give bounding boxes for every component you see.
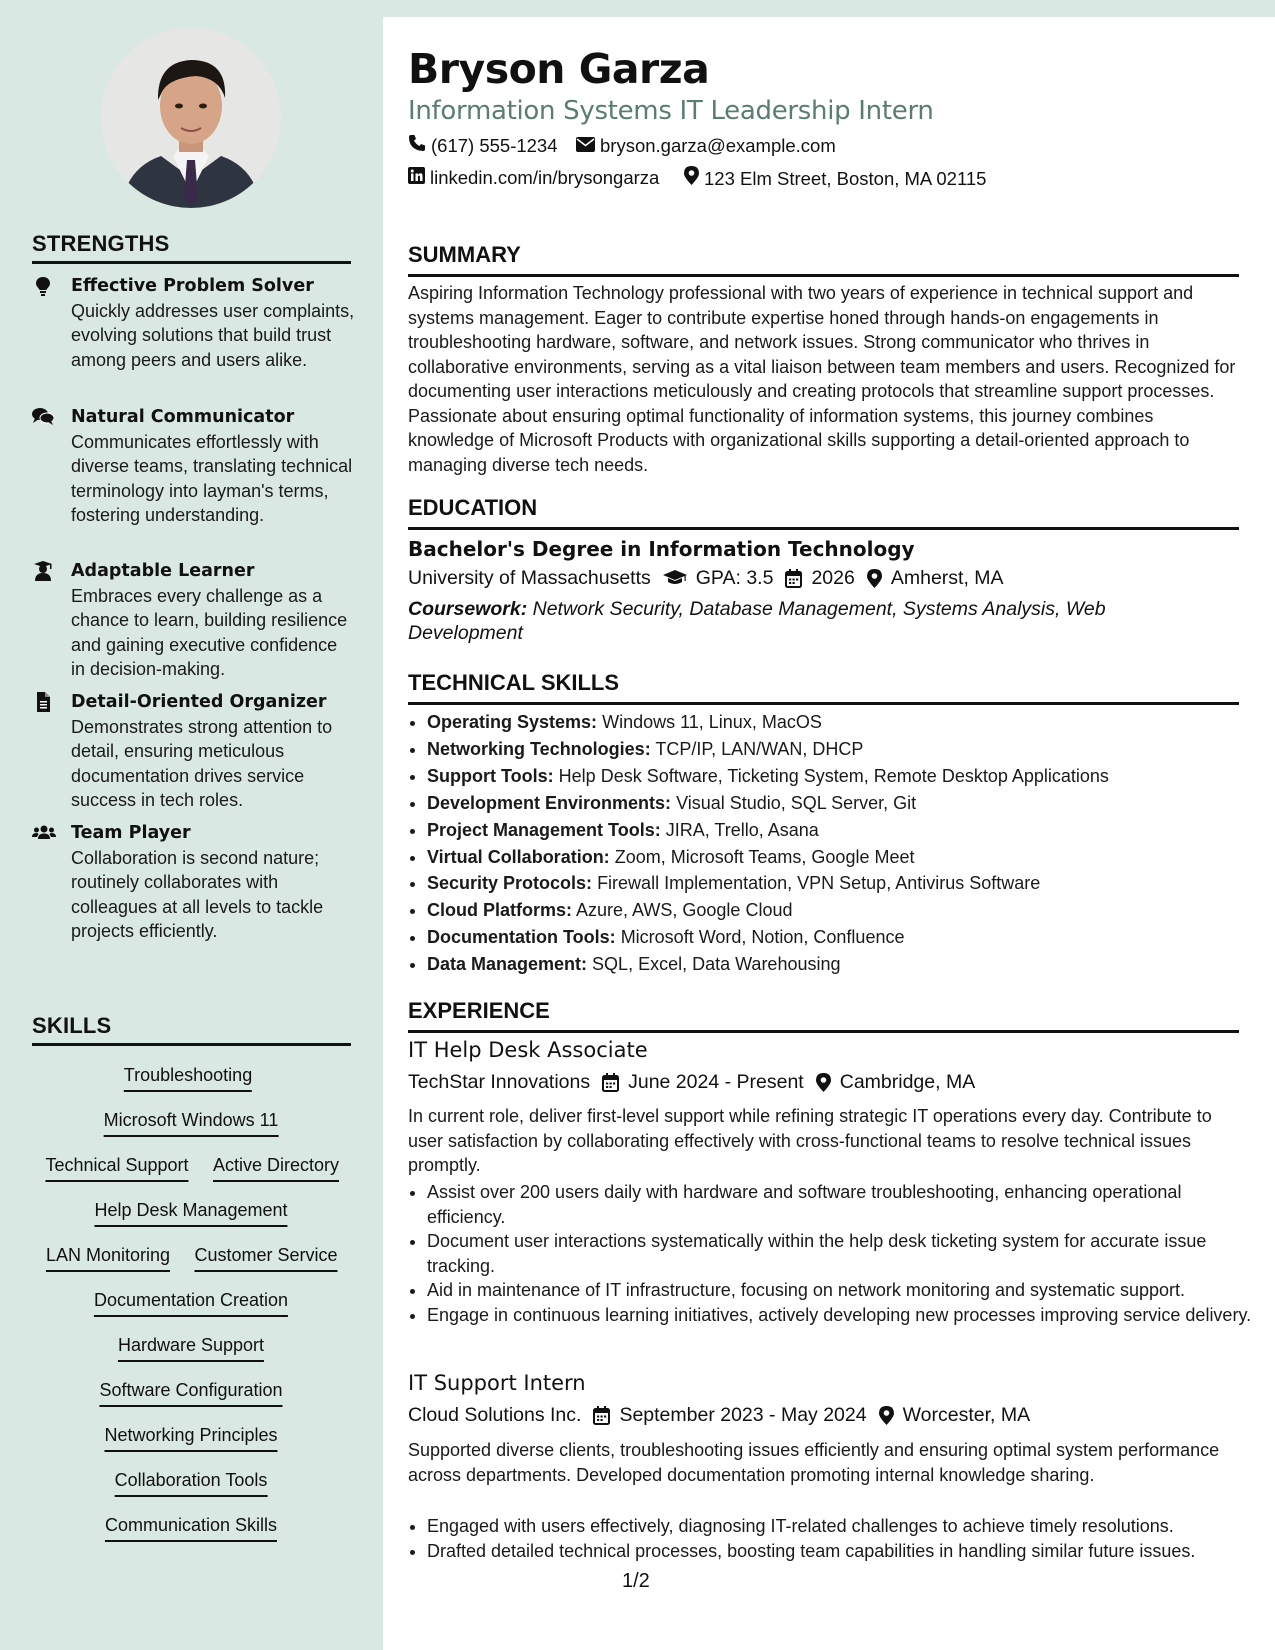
- list-item: • Drafted detailed technical processes, boosting team capabilities in handling similar future issues.: [427, 1539, 1261, 1564]
- skill-tag: Software Configuration: [99, 1378, 282, 1407]
- strength-title: Team Player: [71, 823, 191, 843]
- chat-bubbles-icon: [32, 407, 54, 427]
- skill-category: Data Management:: [427, 954, 588, 975]
- skill-tag: Communication Skills: [105, 1513, 277, 1542]
- list-item: [427, 924, 1261, 951]
- degree-title: Bachelor's Degree in Information Technology: [408, 537, 915, 561]
- skill-tag: Networking Principles: [104, 1423, 277, 1452]
- candidate-title: Information Systems IT Leadership Intern: [408, 96, 934, 126]
- linkedin-contact[interactable]: [408, 166, 659, 190]
- skill-tag: Documentation Creation: [94, 1288, 288, 1317]
- company-name: Cloud Solutions Inc.: [408, 1404, 582, 1426]
- skill-tag: Microsoft Windows 11: [104, 1108, 279, 1137]
- education-heading: EDUCATION: [408, 495, 1239, 530]
- strength-title: Detail-Oriented Organizer: [71, 692, 327, 712]
- candidate-name: Bryson Garza: [408, 45, 710, 93]
- list-item: [427, 897, 1261, 924]
- summary-heading: SUMMARY: [408, 242, 1239, 277]
- education-location: Amherst, MA: [890, 567, 1004, 589]
- technical-skills-list: [408, 709, 1261, 978]
- skill-values: Zoom, Microsoft Teams, Google Meet: [614, 846, 915, 867]
- list-item: [427, 844, 1261, 871]
- email-text: bryson.garza@example.com: [600, 135, 836, 156]
- calendar-icon: [785, 569, 802, 588]
- skill-tag: Hardware Support: [118, 1333, 264, 1362]
- email-icon: [576, 134, 600, 158]
- skill-category: Networking Technologies:: [427, 738, 651, 759]
- skill-category: Cloud Platforms:: [427, 900, 573, 921]
- calendar-icon: [593, 1406, 610, 1425]
- list-item: [427, 817, 1261, 844]
- job-meta: [408, 1069, 975, 1095]
- skill-category: Documentation Tools:: [427, 927, 616, 948]
- map-pin-icon: [867, 569, 882, 588]
- page-number: 1/2: [622, 1570, 650, 1592]
- address-text: 123 Elm Street, Boston, MA 02115: [704, 167, 987, 189]
- skill-category: Operating Systems:: [427, 712, 598, 732]
- coursework-list: Network Security, Database Management, Systems Analysis, Web Development: [408, 598, 1106, 644]
- address-contact: [684, 166, 986, 191]
- list-item: [427, 951, 1261, 978]
- skill-category: Virtual Collaboration:: [427, 846, 610, 867]
- school-name: University of Massachusetts: [408, 567, 651, 589]
- skill-values: JIRA, Trello, Asana: [665, 819, 819, 840]
- map-pin-icon: [879, 1406, 894, 1425]
- gpa: GPA: 3.5: [695, 567, 774, 589]
- list-item: [427, 709, 1261, 736]
- skill-values: Help Desk Software, Ticketing System, Remote Desktop Applications: [558, 765, 1109, 786]
- skill-category: Development Environments:: [427, 792, 672, 813]
- skill-tag: LAN Monitoring: [46, 1243, 170, 1272]
- profile-photo: [101, 28, 281, 208]
- experience-heading: EXPERIENCE: [408, 998, 1239, 1033]
- email-contact[interactable]: [576, 134, 836, 158]
- list-item: [427, 870, 1261, 897]
- job-title: IT Support Intern: [408, 1371, 586, 1395]
- list-item: [427, 736, 1261, 763]
- calendar-icon: [602, 1073, 619, 1092]
- strength-title: Effective Problem Solver: [71, 276, 314, 296]
- job-summary: In current role, deliver first-level support while refining strategic IT operations every day. Contribute to user satisfaction by collaborating effectively with cross-functional teams to resolve technical issues promptly.: [408, 1106, 1212, 1175]
- strength-description: Embraces every challenge as a chance to learn, building resilience and gaining executive confidence in decision-making.: [71, 586, 348, 679]
- job-bullets: [408, 1180, 1261, 1327]
- skill-category: Security Protocols:: [427, 873, 593, 894]
- phone-text: (617) 555-1234: [431, 135, 558, 156]
- users-icon: [32, 823, 54, 843]
- graduation-year: 2026: [811, 567, 855, 589]
- list-item: • Assist over 200 users daily with hardware and software troubleshooting, enhancing operational efficiency.: [427, 1180, 1261, 1229]
- list-item: [427, 790, 1261, 817]
- skill-tag: Collaboration Tools: [115, 1468, 268, 1497]
- map-pin-icon: [816, 1073, 831, 1092]
- map-pin-icon: [684, 166, 704, 191]
- skill-values: Visual Studio, SQL Server, Git: [676, 792, 917, 813]
- skill-category: Project Management Tools:: [427, 819, 661, 840]
- technical-skills-heading: TECHNICAL SKILLS: [408, 670, 1239, 705]
- job-location: Cambridge, MA: [839, 1071, 976, 1093]
- graduation-cap-icon: [663, 570, 687, 586]
- graduate-icon: [32, 561, 54, 581]
- strength-description: Collaboration is second nature; routinely collaborates with colleagues at all levels to tackle projects efficiently.: [71, 848, 324, 941]
- document-icon: [32, 692, 54, 712]
- skill-values: Windows 11, Linux, MacOS: [602, 712, 822, 732]
- skill-tag: Active Directory: [213, 1153, 339, 1182]
- skill-category: Support Tools:: [427, 765, 554, 786]
- skill-tag: Technical Support: [45, 1153, 188, 1182]
- job-meta: [408, 1402, 1030, 1428]
- job-title: IT Help Desk Associate: [408, 1038, 648, 1062]
- skill-values: Microsoft Word, Notion, Confluence: [620, 927, 905, 948]
- list-item: • Engage in continuous learning initiatives, actively developing new processes improving service delivery.: [427, 1303, 1261, 1328]
- phone-contact[interactable]: [408, 134, 558, 158]
- list-item: • Engaged with users effectively, diagnosing IT-related challenges to achieve timely resolutions.: [427, 1514, 1261, 1539]
- skill-values: TCP/IP, LAN/WAN, DHCP: [655, 738, 864, 759]
- skill-values: SQL, Excel, Data Warehousing: [592, 954, 841, 975]
- linkedin-text: linkedin.com/in/brysongarza: [430, 167, 660, 188]
- job-location: Worcester, MA: [902, 1404, 1031, 1426]
- company-name: TechStar Innovations: [408, 1071, 591, 1093]
- skill-tag: Troubleshooting: [124, 1063, 252, 1092]
- skills-heading: SKILLS: [32, 1013, 351, 1046]
- strength-description: Communicates effortlessly with diverse teams, translating technical terminology into layman's terms, fostering understanding.: [71, 432, 353, 525]
- strengths-heading: STRENGTHS: [32, 231, 351, 264]
- strength-title: Natural Communicator: [71, 407, 295, 427]
- job-bullets: [408, 1514, 1261, 1563]
- skill-tag: Customer Service: [194, 1243, 337, 1272]
- skill-tag: Help Desk Management: [94, 1198, 287, 1227]
- education-meta: [408, 565, 1004, 591]
- job-dates: June 2024 - Present: [628, 1071, 804, 1093]
- strength-description: Demonstrates strong attention to detail, ensuring meticulous documentation drives service success in tech roles.: [71, 717, 333, 810]
- job-dates: September 2023 - May 2024: [619, 1404, 867, 1426]
- phone-icon: [408, 134, 431, 158]
- list-item: [427, 763, 1261, 790]
- skill-values: Azure, AWS, Google Cloud: [576, 900, 793, 921]
- list-item: • Document user interactions systematically within the help desk ticketing system for accurate issue tracking.: [427, 1229, 1261, 1278]
- job-summary: Supported diverse clients, troubleshooting issues efficiently and ensuring optimal system performance across departments. Developed documentation promoting internal knowledge sharing.: [408, 1440, 1220, 1485]
- lightbulb-icon: [32, 276, 54, 296]
- skill-values: Firewall Implementation, VPN Setup, Antivirus Software: [597, 873, 1041, 894]
- strength-description: Quickly addresses user complaints, evolving solutions that build trust among peers and users alike.: [71, 301, 355, 370]
- coursework-label: Coursework:: [408, 598, 528, 620]
- list-item: • Aid in maintenance of IT infrastructure, focusing on network monitoring and systematic support.: [427, 1278, 1261, 1303]
- coursework: [408, 597, 1148, 645]
- strength-title: Adaptable Learner: [71, 561, 255, 581]
- summary-text: Aspiring Information Technology professional with two years of experience in technical support and systems management. Eager to contribute expertise honed through hands-on engagements in troubleshooting hardware, software, and network issues. Strong communicator who thrives in collaborative environments, serving as a vital liaison between team members and users. Recognized for documenting user interactions meticulously and creating protocols that streamline support processes. Passionate about ensuring optimal functionality of information systems, this journey combines knowledge of Microsoft Products with organizational skills supporting a detail-oriented approach to managing diverse tech needs.: [408, 283, 1236, 475]
- linkedin-icon: [408, 166, 430, 190]
